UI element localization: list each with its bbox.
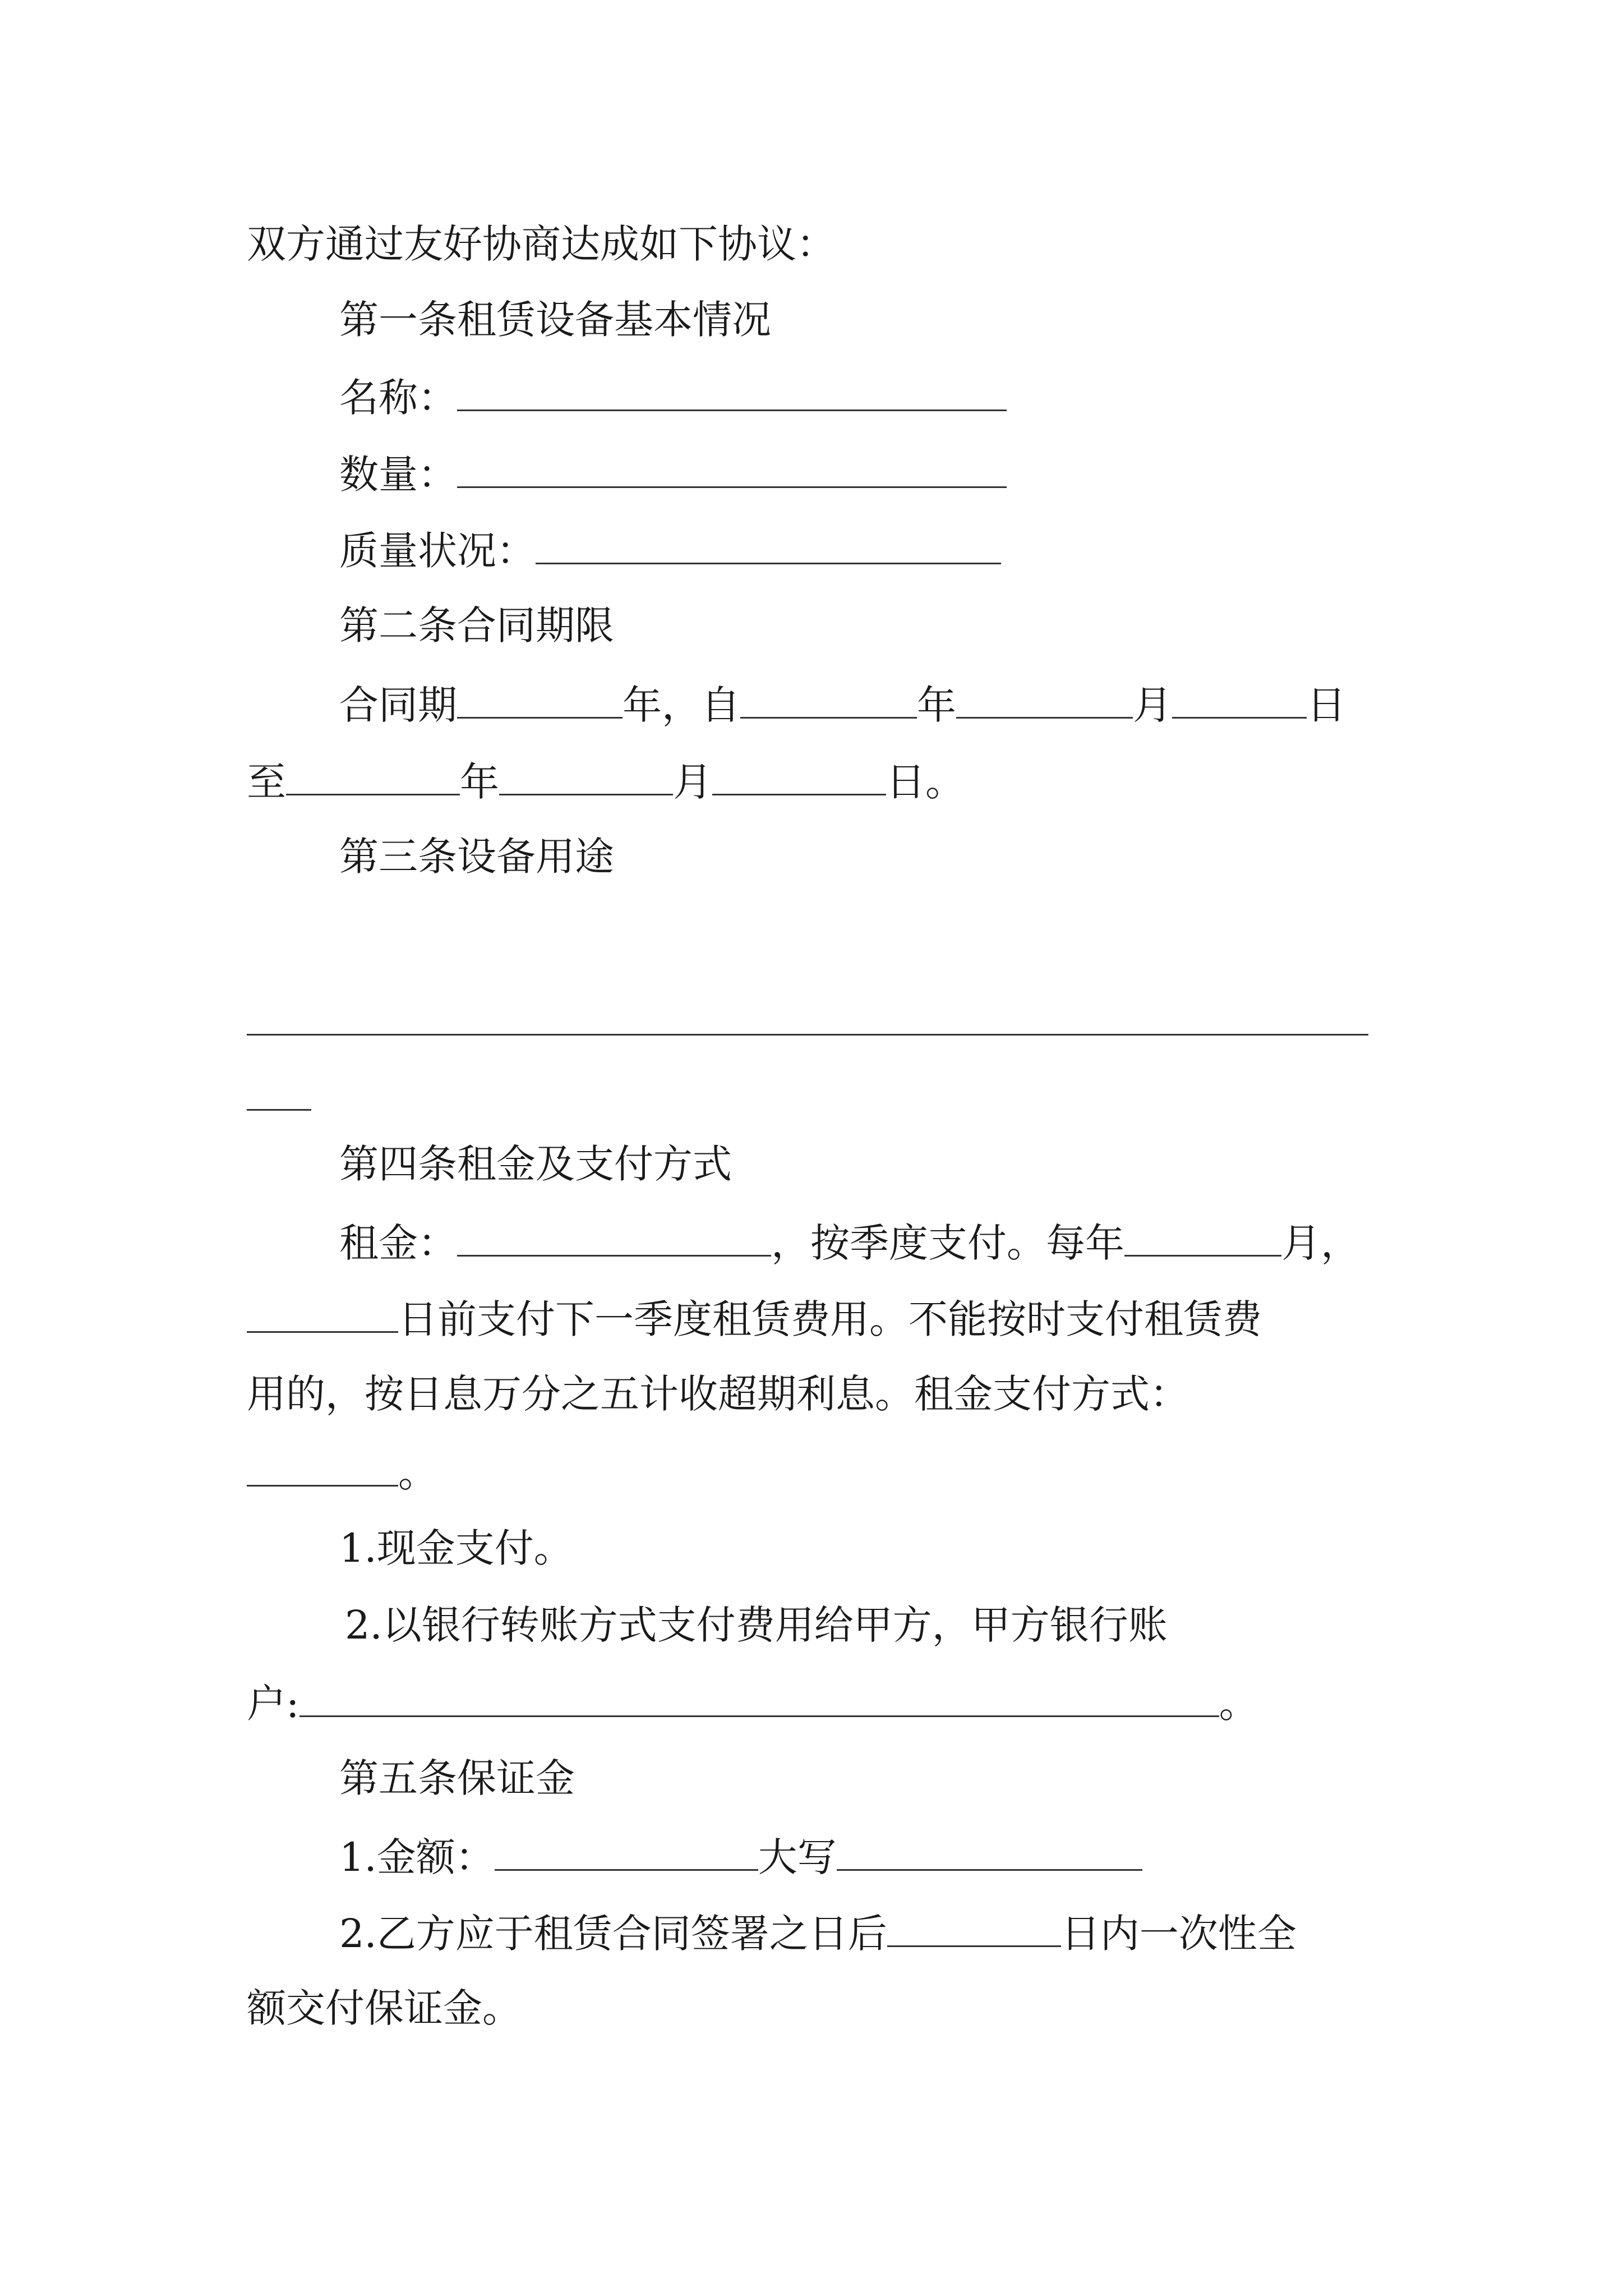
- deposit-amount-blank[interactable]: [495, 1835, 758, 1871]
- deposit-amount-line: 1.金额： 大写: [339, 1835, 1142, 1880]
- payment-day-blank[interactable]: [247, 1297, 398, 1333]
- intro-text: 双方通过友好协商达成如下协议：: [247, 221, 836, 267]
- intro-line: [247, 221, 836, 269]
- rent-line-2: 日前支付下一季度租赁费用。不能按时支付租赁费: [247, 1297, 1262, 1342]
- contract-term-line: 合同期 年，自 年 月 日: [339, 682, 1346, 728]
- deposit-days-blank[interactable]: [887, 1912, 1061, 1947]
- equipment-quality-label: 质量状况：: [339, 528, 536, 574]
- equipment-name-label: 名称：: [339, 375, 457, 421]
- rent-line: 租金： ，按季度支付。每年 月，: [339, 1220, 1360, 1266]
- bank-account-blank[interactable]: [299, 1682, 1219, 1717]
- article-5-title: 第五条保证金: [339, 1755, 575, 1801]
- article-4-title: 第四条租金及支付方式: [339, 1141, 732, 1187]
- rent-amount-blank[interactable]: [457, 1221, 771, 1257]
- term-years-blank[interactable]: [457, 683, 623, 719]
- article-1-title: 第一条租赁设备基本情况: [339, 297, 771, 343]
- article-3-title: 第三条设备用途: [339, 834, 614, 880]
- rent-line-4: 。: [247, 1451, 437, 1496]
- payment-option-2: 2.以银行转账方式支付费用给甲方，甲方银行账: [345, 1602, 1168, 1648]
- start-month-blank[interactable]: [956, 683, 1133, 719]
- equipment-name-blank[interactable]: [457, 376, 1007, 411]
- start-year-blank[interactable]: [740, 683, 917, 719]
- equipment-name-line: [339, 376, 1007, 421]
- payment-option-1: 1.现金支付。: [339, 1525, 573, 1571]
- deposit-deadline-line-2: 额交付保证金。: [247, 1985, 522, 2031]
- equipment-quantity-blank[interactable]: [457, 453, 1007, 488]
- equipment-use-blank[interactable]: [247, 1034, 1368, 1036]
- deposit-capital-blank[interactable]: [837, 1835, 1142, 1871]
- start-day-blank[interactable]: [1172, 683, 1307, 719]
- deposit-deadline-line: 2.乙方应于租赁合同签署之日后 日内一次性全: [339, 1911, 1297, 1957]
- equipment-quantity-label: 数量：: [339, 452, 457, 498]
- equipment-quantity-line: [339, 453, 1007, 498]
- rent-line-3: 用的，按日息万分之五计收超期利息。租金支付方式：: [247, 1371, 1189, 1417]
- payment-method-blank[interactable]: [247, 1451, 398, 1487]
- equipment-use-blank-end[interactable]: [247, 1109, 311, 1111]
- equipment-quality-line: [339, 529, 1001, 574]
- equipment-quality-blank[interactable]: [536, 529, 1001, 564]
- contract-end-line: 至 年 月 日。: [247, 759, 965, 805]
- end-month-blank[interactable]: [499, 760, 673, 795]
- article-2-title: 第二条合同期限: [339, 602, 614, 648]
- bank-account-line: 户: 。: [247, 1681, 1258, 1727]
- end-year-blank[interactable]: [286, 760, 460, 795]
- end-day-blank[interactable]: [712, 760, 886, 795]
- payment-month-blank[interactable]: [1124, 1221, 1281, 1257]
